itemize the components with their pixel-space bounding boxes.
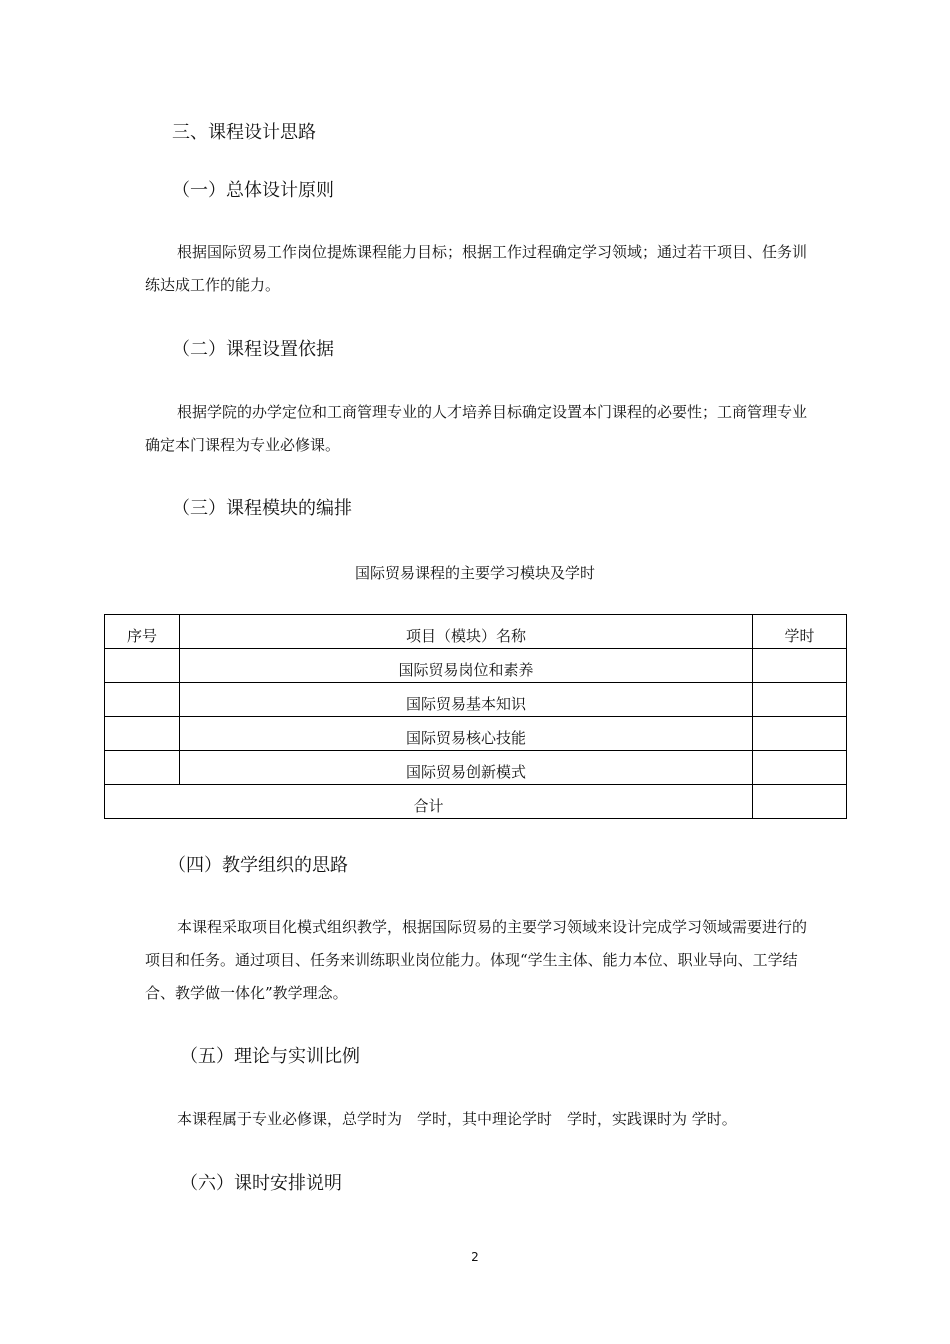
cell-no: [105, 683, 180, 717]
section-title: 三、课程设计思路: [172, 122, 316, 143]
heading-course-basis: （二）课程设置依据: [172, 339, 334, 360]
total-hours: [753, 785, 847, 819]
total-label: 合计: [105, 785, 753, 819]
heading-module-arrangement: （三）课程模块的编排: [172, 498, 352, 519]
cell-no: [105, 751, 180, 785]
cell-no: [105, 649, 180, 683]
cell-hours: [753, 649, 847, 683]
heading-teaching-organization: （四）教学组织的思路: [168, 855, 348, 876]
paragraph-theory-practice-ratio: 本课程属于专业必修课，总学时为 学时，其中理论学时 学时，实践课时为 学时。: [177, 1110, 737, 1128]
header-module-name: 项目（模块）名称: [179, 615, 752, 649]
table-header-row: [105, 615, 847, 649]
paragraph-teaching-organization: 本课程采取项目化模式组织教学，根据国际贸易的主要学习领域来设计完成学习领域需要进行的项目和任务。通过项目、任务来训练职业岗位能力。体现“学生主体、能力本位、职业导向、工学结合、教学做一体化”教学理念。: [145, 918, 808, 1002]
cell-no: [105, 717, 180, 751]
heading-overall-principle: （一）总体设计原则: [172, 180, 334, 201]
cell-module-name: 国际贸易核心技能: [179, 717, 752, 751]
table-caption: 国际贸易课程的主要学习模块及学时: [354, 564, 595, 582]
cell-hours: [753, 751, 847, 785]
paragraph-course-basis: 根据学院的办学定位和工商管理专业的人才培养目标确定设置本门课程的必要性；工商管理专业确定本门课程为专业必修课。: [145, 403, 808, 454]
cell-hours: [753, 683, 847, 717]
heading-theory-practice-ratio: （五）理论与实训比例: [180, 1046, 360, 1067]
cell-module-name: 国际贸易基本知识: [179, 683, 752, 717]
cell-module-name: 国际贸易岗位和素养: [179, 649, 752, 683]
cell-hours: [753, 717, 847, 751]
module-table: [104, 614, 847, 819]
paragraph-overall-principle: 根据国际贸易工作岗位提炼课程能力目标；根据工作过程确定学习领域；通过若干项目、任务训练达成工作的能力。: [145, 243, 808, 294]
header-hours: 学时: [753, 615, 847, 649]
cell-module-name: 国际贸易创新模式: [179, 751, 752, 785]
table-total-row: [105, 785, 847, 819]
table-row: [105, 751, 847, 785]
table-row: [105, 683, 847, 717]
header-no: 序号: [105, 615, 180, 649]
table-row: [105, 649, 847, 683]
table-row: [105, 717, 847, 751]
page-number: 2: [471, 1250, 479, 1264]
heading-class-hour-arrangement: （六）课时安排说明: [180, 1173, 342, 1194]
